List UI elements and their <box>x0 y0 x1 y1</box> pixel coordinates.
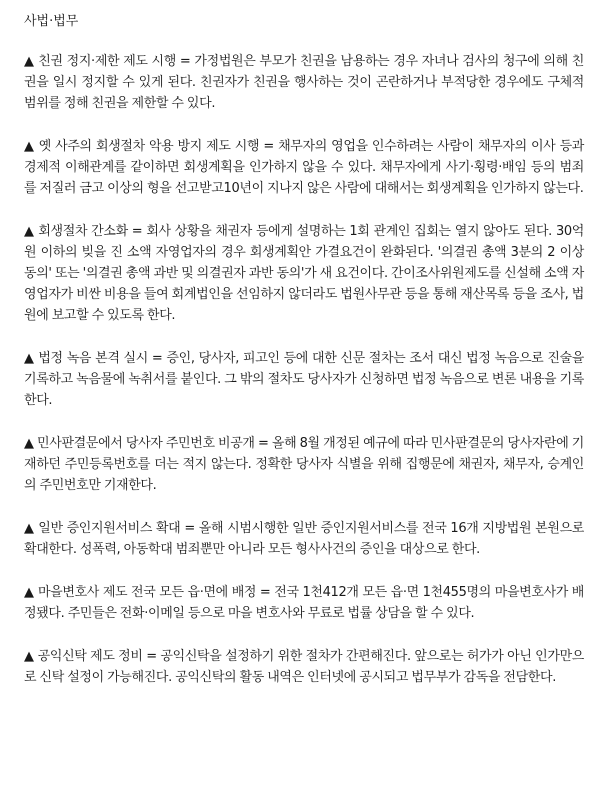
news-item-public-trust: ▲ 공익신탁 제도 정비 = 공익신탁을 설정하기 위한 절차가 간편해진다. 앞으로는 허가가 아닌 인가만으로 신탁 설정이 가능해진다. 공익신탁의 활동 내역은 인터넷에 공시되고 법무부가 감독을 전담한다. <box>24 649 584 685</box>
section-title: 사법·법무 <box>24 14 79 29</box>
news-item-village-lawyer: ▲ 마을변호사 제도 전국 모든 읍·면에 배정 = 전국 1천412개 모든 읍·면 1천455명의 마을변호사가 배정됐다. 주민들은 전화·이메일 등으로 마을 변호사와 무료로 법률 상담을 할 수 있다. <box>24 585 584 621</box>
news-item-rehabilitation-abuse: ▲ 옛 사주의 회생절차 악용 방지 제도 시행 = 채무자의 영업을 인수하려는 사람이 채무자의 이사 등과 경제적 이해관계를 같이하면 회생계획을 인가하지 않을 수 있다. 채무자에게 사기·횡령·배임 등의 범죄를 저질러 금고 이상의 형을 선고받고10년이 지나지 않은 사람에 대해서는 회생계획을 인가하지 않는다. <box>24 139 584 196</box>
news-item-rehabilitation-simplification: ▲ 회생절차 간소화 = 회사 상황을 채권자 등에게 설명하는 1회 관계인 집회는 열지 않아도 된다. 30억원 이하의 빚을 진 소액 자영업자의 경우 회생계획안 가결요건이 완화된다. '의결권 총액 3분의 2 이상 동의' 또는 '의결권 총액 과반 및 의결권자 과반 동의'가 새 요건이다. 간이조사위원제도를 신설해 소액 자영업자가 비싼 비용을 들여 회계법인을 선임하지 않더라도 법원사무관 등을 통해 재산목록 등을 조사, 법원에 보고할 수 있도록 한다. <box>24 224 584 323</box>
news-item-witness-support: ▲ 일반 증인지원서비스 확대 = 올해 시범시행한 일반 증인지원서비스를 전국 16개 지방법원 본원으로 확대한다. 성폭력, 아동학대 범죄뿐만 아니라 모든 형사사건의 증인을 대상으로 한다. <box>24 521 584 557</box>
news-item-parental-rights: ▲ 친권 정지·제한 제도 시행 = 가정법원은 부모가 친권을 남용하는 경우 자녀나 검사의 청구에 의해 친권을 일시 정지할 수 있게 된다. 친권자가 친권을 행사하는 것이 곤란하거나 부적당한 경우에도 구체적 범위를 정해 친권을 제한할 수 있다. <box>24 54 584 111</box>
news-item-court-recording: ▲ 법정 녹음 본격 실시 = 증인, 당사자, 피고인 등에 대한 신문 절차는 조서 대신 법정 녹음으로 진술을 기록하고 녹음물에 녹취서를 붙인다. 그 밖의 절차도 당사자가 신청하면 법정 녹음으로 변론 내용을 기록한다. <box>24 351 584 408</box>
news-item-resident-number: ▲ 민사판결문에서 당사자 주민번호 비공개 = 올해 8월 개정된 예규에 따라 민사판결문의 당사자란에 기재하던 주민등록번호를 더는 적지 않는다. 정확한 당사자 식별을 위해 집행문에 채권자, 채무자, 승계인의 주민번호만 기재한다. <box>24 436 584 493</box>
